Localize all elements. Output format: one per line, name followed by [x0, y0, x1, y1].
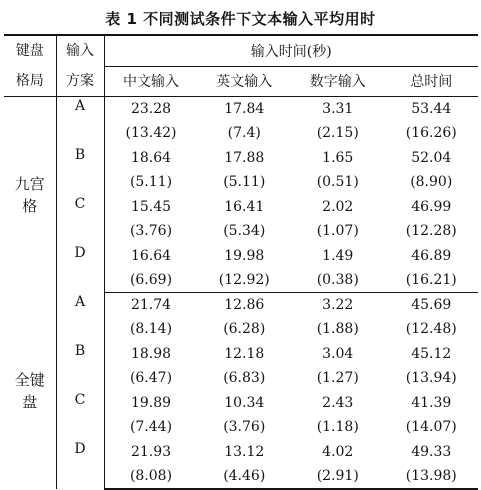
table-row	[4, 391, 478, 416]
sd-value-cell: (0.51)	[316, 174, 359, 191]
mean-value-cell: 49.33	[411, 443, 452, 460]
mean-value-cell: 2.43	[322, 394, 354, 411]
sd-value-cell: (12.48)	[405, 321, 457, 338]
mean-value-cell: 2.02	[322, 198, 354, 215]
mean-value-cell: 45.69	[411, 297, 452, 313]
mean-value-cell: 1.49	[322, 247, 354, 264]
mean-value-cell: 45.12	[411, 345, 452, 362]
mean-value-cell: 41.39	[411, 394, 452, 411]
sd-value-cell: (8.14)	[129, 321, 173, 338]
header-input-time: 输入时间(秒)	[104, 35, 478, 66]
sd-value-cell: (13.42)	[125, 125, 177, 142]
mean-value-cell: 1.65	[322, 149, 354, 166]
header-number-input: 数字输入	[291, 66, 385, 97]
mean-value-cell: 16.64	[130, 247, 172, 264]
mean-value-cell: 12.18	[224, 345, 265, 362]
sd-value-cell: (7.4)	[227, 125, 261, 142]
sd-value-cell: (16.21)	[385, 268, 479, 293]
keyboard-layout-label: 格	[22, 196, 38, 215]
header-scheme-top: 输入	[56, 35, 104, 66]
mean-value-cell: 12.86	[224, 297, 265, 313]
sd-value-cell: (12.92)	[198, 268, 292, 293]
mean-value-cell: 16.41	[224, 198, 265, 215]
sd-value-cell: (5.34)	[223, 223, 266, 240]
sd-value-cell: (5.11)	[129, 174, 173, 191]
scheme-cell: A	[56, 293, 104, 342]
sd-value-cell: (3.76)	[129, 223, 173, 240]
mean-value-cell: 19.98	[224, 247, 265, 264]
mean-value-cell: 13.12	[224, 443, 265, 460]
mean-value-cell: 46.89	[411, 247, 452, 264]
table-caption: 表 1 不同测试条件下文本输入平均用时	[105, 10, 376, 28]
table-row	[4, 97, 478, 122]
table-row	[4, 293, 478, 318]
table-row	[4, 244, 478, 269]
keyboard-layout-cell	[4, 293, 56, 489]
mean-value-cell: 18.98	[130, 345, 172, 362]
scheme-cell: C	[56, 391, 104, 440]
sd-value-cell: (16.26)	[405, 125, 457, 142]
table-row	[4, 146, 478, 171]
sd-value-cell: (6.83)	[223, 370, 266, 387]
mean-value-cell: 17.88	[224, 149, 265, 166]
scheme-cell: D	[56, 440, 104, 489]
mean-value-cell: 3.22	[322, 297, 354, 313]
sd-value-cell: (4.46)	[198, 464, 292, 489]
table-body	[4, 97, 478, 489]
sd-value-cell: (2.91)	[291, 464, 385, 489]
keyboard-layout-label: 盘	[22, 392, 38, 411]
sd-value-cell: (7.44)	[129, 419, 173, 436]
sd-value-cell: (8.90)	[410, 174, 453, 191]
mean-value-cell: 10.34	[224, 394, 265, 411]
sd-value-cell: (13.94)	[405, 370, 457, 387]
mean-value-cell: 19.89	[130, 394, 172, 411]
sd-value-cell: (0.38)	[291, 268, 385, 293]
sd-value-cell: (3.76)	[223, 419, 266, 436]
keyboard-layout-cell	[4, 97, 56, 293]
scheme-cell: A	[56, 97, 104, 146]
keyboard-layout-label: 全键	[14, 370, 45, 389]
timing-table	[4, 34, 478, 490]
sd-value-cell: (1.18)	[316, 419, 359, 436]
mean-value-cell: 3.31	[322, 101, 354, 117]
table-row	[4, 195, 478, 220]
mean-value-cell: 17.84	[224, 101, 265, 117]
mean-value-cell: 21.74	[130, 297, 172, 313]
sd-value-cell: (6.69)	[104, 268, 198, 293]
header-layout-bottom: 格局	[4, 66, 56, 97]
mean-value-cell: 3.04	[322, 345, 354, 362]
table-row	[4, 342, 478, 367]
header-chinese-input: 中文输入	[104, 66, 198, 97]
sd-value-cell: (5.11)	[223, 174, 266, 191]
sd-value-cell: (8.08)	[104, 464, 198, 489]
mean-value-cell: 52.04	[411, 149, 452, 166]
header-total-time: 总时间	[385, 66, 479, 97]
sd-value-cell: (1.88)	[316, 321, 359, 338]
sd-value-cell: (13.98)	[385, 464, 479, 489]
header-scheme-bottom: 方案	[56, 66, 104, 97]
header-layout-top: 键盘	[4, 35, 56, 66]
scheme-cell: B	[56, 342, 104, 391]
mean-value-cell: 21.93	[130, 443, 172, 460]
keyboard-layout-label: 九宫	[14, 174, 45, 193]
sd-value-cell: (1.27)	[316, 370, 359, 387]
header-english-input: 英文输入	[198, 66, 292, 97]
sd-value-cell: (2.15)	[316, 125, 359, 142]
scheme-cell: C	[56, 195, 104, 244]
mean-value-cell: 23.28	[130, 101, 172, 117]
sd-value-cell: (12.28)	[405, 223, 457, 240]
sd-value-cell: (14.07)	[405, 419, 457, 436]
sd-value-cell: (6.28)	[223, 321, 266, 338]
mean-value-cell: 15.45	[130, 198, 172, 215]
sd-value-cell: (6.47)	[129, 370, 173, 387]
mean-value-cell: 18.64	[130, 149, 172, 166]
sd-value-cell: (1.07)	[316, 223, 359, 240]
scheme-cell: D	[56, 244, 104, 293]
table-row	[4, 440, 478, 465]
mean-value-cell: 46.99	[411, 198, 452, 215]
mean-value-cell: 4.02	[322, 443, 354, 460]
mean-value-cell: 53.44	[411, 101, 452, 117]
scheme-cell: B	[56, 146, 104, 195]
